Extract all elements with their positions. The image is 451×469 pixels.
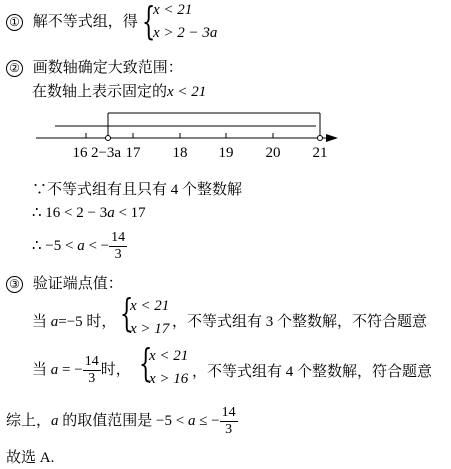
case2-brace: { — [139, 341, 153, 385]
fraction-numerator: 14 — [84, 354, 99, 369]
conclusion-pre: 综上， — [6, 412, 52, 429]
reason-line-2 — [32, 203, 146, 222]
step1-brace: { — [142, 0, 156, 43]
axis-tick-label: 2−3a — [90, 145, 122, 161]
step1-ineq-1: x < 21 — [153, 2, 193, 18]
axis-tick-label: 19 — [218, 145, 234, 161]
reason-line-2-post: < 17 — [114, 205, 146, 221]
step2-subtitle-math: x < 21 — [167, 84, 207, 100]
case1-ineq-1: x < 21 — [130, 298, 170, 314]
case1-result: ，不等式组有 3 个整数解，不符合题意 — [172, 314, 428, 330]
conclusion-line — [6, 405, 238, 438]
case2-pre: 当 — [32, 361, 51, 378]
axis-tick-label: 18 — [172, 145, 188, 161]
case2-result: ，不等式组有 4 个整数解，符合题意 — [192, 364, 433, 380]
reason-line-3 — [32, 230, 127, 263]
reason-line-3-fraction — [109, 230, 127, 263]
case2-time: 时， — [100, 361, 131, 378]
step2-subtitle — [32, 80, 206, 101]
conclusion-var: a — [51, 412, 59, 429]
step3-title: 验证端点值： — [32, 276, 123, 292]
step3-marker: ③ — [6, 276, 23, 293]
axis-tick-label: 16 — [72, 145, 88, 161]
number-line-figure — [0, 100, 451, 170]
conclusion-rel: ≤ − — [195, 412, 220, 429]
step3-title-line — [6, 272, 123, 293]
step2-title: 画数轴确定大致范围： — [32, 60, 183, 76]
open-point-21 — [318, 136, 323, 141]
step1-text: 解不等式组，得 — [32, 14, 138, 30]
axis-tick-label: 21 — [312, 145, 328, 161]
reason-line-2-pre: ∴ 16 < 2 − 3 — [32, 205, 108, 221]
case1-pre: 当 — [32, 314, 51, 330]
case2-eq: = − — [58, 361, 83, 378]
reason-line-2-var: a — [107, 205, 115, 221]
step1-line — [6, 10, 138, 31]
conclusion-mid: 的取值范围是 −5 < — [58, 412, 188, 429]
fraction-denominator: 3 — [114, 247, 122, 262]
final-answer: 故选 A. — [6, 450, 55, 466]
fraction-denominator: 3 — [225, 422, 233, 437]
conclusion-var2: a — [187, 412, 196, 429]
step1-marker: ① — [6, 14, 23, 31]
open-point-2-3a — [106, 136, 111, 141]
case1-brace: { — [120, 291, 134, 335]
case1-label — [32, 310, 116, 331]
conclusion-fraction — [220, 405, 238, 438]
axis-arrow — [326, 134, 338, 142]
case2-ineq-1: x < 21 — [149, 348, 189, 364]
axis-tick-label: 20 — [265, 145, 281, 161]
case2-ineq-2: x > 16 — [149, 371, 189, 387]
case1-ineq-2: x > 17 — [130, 321, 170, 337]
case1-var: a — [50, 314, 59, 330]
reason-line-3-mid: < − — [84, 237, 110, 254]
step2-subtitle-text: 在数轴上表示固定的 — [32, 84, 168, 100]
reason-line-3-pre: ∴ −5 < — [32, 237, 78, 254]
case2-var: a — [50, 361, 59, 378]
step2-title-line — [6, 56, 183, 77]
fraction-numerator: 14 — [221, 405, 236, 420]
axis-tick-label: 17 — [125, 145, 141, 161]
reason-line-1: ∵不等式组有且只有 4 个整数解 — [32, 182, 243, 198]
step1-ineq-2: x > 2 − 3a — [153, 25, 218, 41]
step2-marker: ② — [6, 60, 23, 77]
case2-label — [32, 354, 131, 387]
case2-fraction — [83, 354, 101, 387]
case1-val: =−5 时， — [58, 314, 117, 330]
reason-line-3-var: a — [77, 237, 85, 254]
fraction-denominator: 3 — [88, 371, 96, 386]
fraction-numerator: 14 — [111, 230, 126, 245]
